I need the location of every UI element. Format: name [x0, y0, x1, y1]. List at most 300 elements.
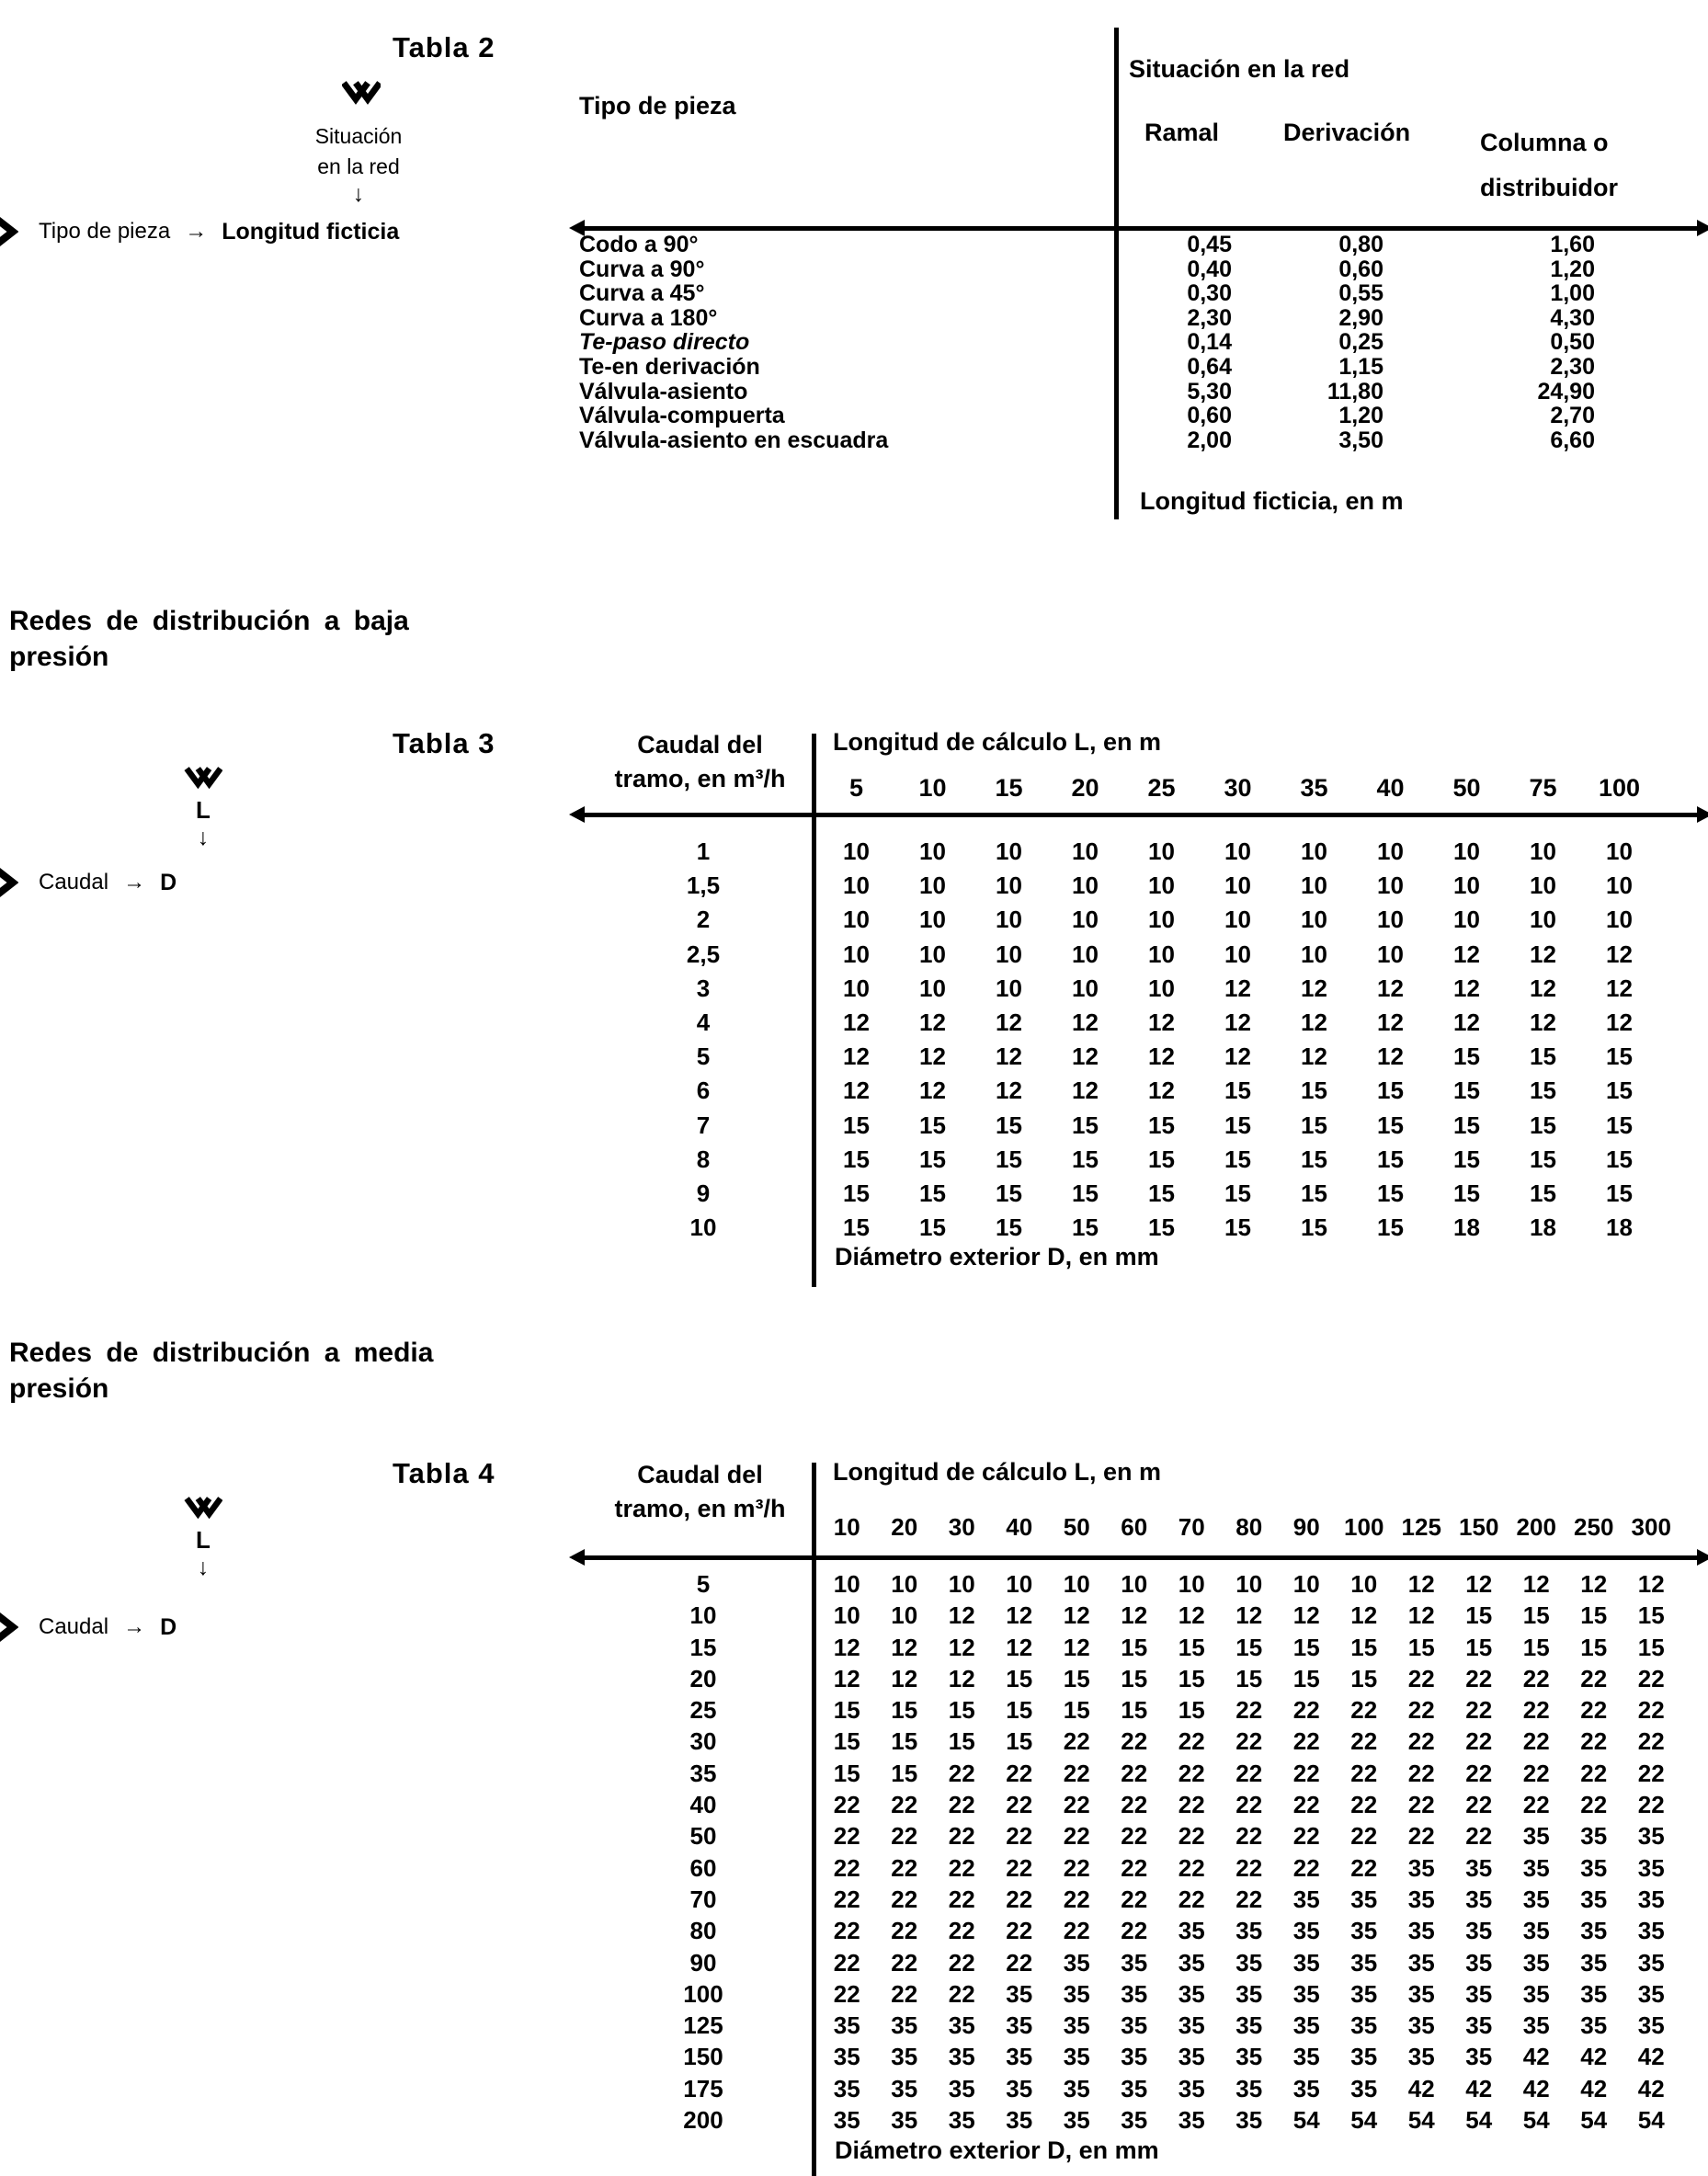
table-cell: 35: [1407, 2043, 1435, 2071]
table-row: [579, 306, 1595, 331]
table-cell: 22: [1350, 1791, 1378, 1819]
table-cell: 22: [1292, 1727, 1320, 1756]
row-label: 10: [689, 1213, 717, 1242]
table-cell: 15: [1522, 1633, 1550, 1661]
tabla4-body: [588, 1568, 1680, 2136]
row-label: 200: [683, 2106, 723, 2135]
table-row: [579, 233, 1595, 257]
table-cell: 35: [1522, 1948, 1550, 1977]
table-cell: 22: [1465, 1727, 1493, 1756]
row-label: 125: [683, 2011, 723, 2040]
table-cell: 12: [1606, 1008, 1633, 1037]
table-cell: 35: [1292, 1885, 1320, 1913]
table-cell: 12: [1522, 1570, 1550, 1598]
row-label: 7: [696, 1111, 711, 1139]
table-cell: 10: [1235, 1570, 1263, 1598]
table-row: [579, 281, 1595, 306]
table-cell: 12: [996, 1077, 1022, 1105]
table-cell: 15: [1377, 1111, 1404, 1139]
table-cell: 35: [1465, 1917, 1493, 1945]
annotation-l-label: L: [196, 1526, 211, 1554]
table-cell: 15: [1377, 1145, 1404, 1173]
column-header-spacer: [588, 774, 818, 803]
table-cell: 54: [1522, 2106, 1550, 2135]
table-cell: 35: [1121, 1948, 1148, 1977]
table-cell: 15: [1148, 1213, 1175, 1242]
table-cell: 35: [1580, 1853, 1608, 1882]
table-cell: 12: [1006, 1633, 1033, 1661]
table-cell: 15: [1006, 1696, 1033, 1725]
table-cell: 54: [1465, 2106, 1493, 2135]
table-row: [588, 1978, 1680, 2010]
table-cell: 12: [1407, 1570, 1435, 1598]
column-header: 300: [1631, 1513, 1671, 1541]
table-cell: 12: [1377, 1042, 1404, 1071]
table-row: [579, 428, 1595, 453]
table-cell: 35: [1350, 2011, 1378, 2040]
table-cell: 35: [1407, 2011, 1435, 2040]
table-cell: 15: [919, 1145, 946, 1173]
table-cell: 10: [891, 1570, 918, 1598]
table-cell: 12: [919, 1077, 946, 1105]
table-row: [579, 330, 1595, 355]
table-cell: 15: [1530, 1145, 1556, 1173]
table-row: [588, 1568, 1680, 1600]
table-cell: 35: [948, 2043, 975, 2071]
table-cell: 15: [1148, 1145, 1175, 1173]
row-label: 100: [683, 1979, 723, 2008]
column-header: 50: [1452, 774, 1481, 802]
table-cell: 22: [1235, 1759, 1263, 1787]
table-cell: 12: [1350, 1601, 1378, 1630]
table-cell: 22: [891, 1948, 918, 1977]
table-cell: 22: [1235, 1885, 1263, 1913]
table-cell: 2,00: [1187, 427, 1232, 453]
table-cell: 12: [891, 1664, 918, 1692]
table-cell: 0,64: [1187, 353, 1232, 380]
table-cell: 0,55: [1338, 280, 1383, 307]
tabla4-footer: Diámetro exterior D, en mm: [835, 2136, 1159, 2164]
table-cell: 12: [1606, 974, 1633, 1002]
table-cell: 15: [1530, 1179, 1556, 1208]
table-cell: 35: [1063, 2106, 1090, 2135]
table-cell: 15: [1224, 1179, 1251, 1208]
annotation-result-label: D: [160, 1613, 177, 1640]
table-cell: 10: [1301, 872, 1327, 900]
row-label: 25: [689, 1696, 717, 1725]
table-cell: 35: [1063, 1948, 1090, 1977]
table-cell: 1,15: [1338, 353, 1383, 380]
table-row: [588, 1040, 1657, 1074]
table-row: [579, 380, 1595, 404]
table-row: [588, 835, 1657, 869]
column-header: 15: [995, 774, 1023, 802]
table-cell: 22: [891, 1853, 918, 1882]
table-cell: 22: [1350, 1822, 1378, 1851]
tabla2-footer: Longitud ficticia, en m: [1140, 487, 1404, 515]
table-row: [588, 2104, 1680, 2136]
row-label: 40: [689, 1791, 717, 1819]
table-cell: 42: [1522, 2043, 1550, 2071]
table-cell: 35: [1006, 2106, 1033, 2135]
table-cell: 15: [1224, 1145, 1251, 1173]
table-cell: 12: [919, 1008, 946, 1037]
table-row: [588, 903, 1657, 937]
table-cell: 22: [1063, 1885, 1090, 1913]
table-cell: 35: [1637, 1853, 1665, 1882]
table-cell: 22: [1580, 1696, 1608, 1725]
table-cell: 35: [1121, 2074, 1148, 2102]
table-cell: 22: [833, 1979, 860, 2008]
table-cell: 35: [1465, 2011, 1493, 2040]
table-cell: 15: [1148, 1179, 1175, 1208]
table-cell: 22: [1121, 1727, 1148, 1756]
table-cell: 10: [1350, 1570, 1378, 1598]
table-cell: 15: [1006, 1727, 1033, 1756]
table-cell: 35: [833, 2043, 860, 2071]
section-heading-line1: Redes de distribución a baja: [9, 606, 409, 636]
table-cell: 22: [833, 1917, 860, 1945]
table-cell: 35: [891, 2043, 918, 2071]
table-cell: 12: [1148, 1042, 1175, 1071]
column-header: 50: [1063, 1513, 1090, 1541]
table-cell: 12: [1530, 974, 1556, 1002]
table-cell: 10: [996, 940, 1022, 968]
table-cell: 22: [1292, 1822, 1320, 1851]
chevron-right-icon: [0, 1611, 18, 1644]
table-cell: 35: [1121, 1979, 1148, 2008]
table-cell: 22: [1292, 1759, 1320, 1787]
table-cell: 35: [1121, 2011, 1148, 2040]
table-cell: 15: [1453, 1111, 1480, 1139]
table-cell: 12: [948, 1664, 975, 1692]
table-cell: 22: [1178, 1727, 1205, 1756]
tabla2-annotation-formula: [0, 215, 399, 248]
table-cell: 24,90: [1537, 378, 1595, 404]
table-cell: 22: [1235, 1822, 1263, 1851]
tabla4-col-axis-header: Longitud de cálculo L, en m: [833, 1458, 1162, 1486]
section-heading-media: [9, 1335, 433, 1407]
table-cell: 35: [1006, 2043, 1033, 2071]
table-cell: 22: [1235, 1696, 1263, 1725]
tabla2-row-axis-header: Tipo de pieza: [579, 92, 736, 120]
table-cell: 15: [1063, 1664, 1090, 1692]
table-cell: 0,60: [1338, 256, 1383, 282]
table-cell: 15: [1178, 1664, 1205, 1692]
table-cell: 35: [1292, 1948, 1320, 1977]
table-row: [588, 869, 1657, 903]
table-cell: 22: [1350, 1759, 1378, 1787]
tabla3-title: Tabla 3: [393, 727, 495, 759]
table-cell: 15: [843, 1145, 870, 1173]
right-arrow-icon: →: [123, 870, 146, 894]
table-row: [588, 1789, 1680, 1820]
row-label: Curva a 180°: [579, 304, 718, 331]
table-cell: 22: [1121, 1885, 1148, 1913]
table-cell: 10: [1530, 872, 1556, 900]
row-label: 70: [689, 1885, 717, 1913]
row-label: 8: [696, 1145, 711, 1173]
tabla2-col-derivacion: Derivación: [1283, 119, 1411, 146]
table-row: [588, 1211, 1657, 1245]
table-cell: 22: [891, 1917, 918, 1945]
table-cell: 22: [891, 1979, 918, 2008]
table-cell: 12: [1377, 1008, 1404, 1037]
section-heading-baja: [9, 603, 409, 675]
table-cell: 15: [1377, 1179, 1404, 1208]
table-cell: 15: [1006, 1664, 1033, 1692]
table-cell: 22: [1637, 1696, 1665, 1725]
tabla3-body: [588, 835, 1657, 1245]
table-cell: 22: [891, 1885, 918, 1913]
row-label: Te-paso directo: [579, 329, 750, 356]
table-cell: 15: [1063, 1696, 1090, 1725]
column-header: 100: [1344, 1513, 1384, 1541]
down-arrow-icon: ↓: [352, 181, 365, 207]
table-cell: 22: [1580, 1759, 1608, 1787]
table-cell: 22: [1522, 1791, 1550, 1819]
table-cell: 15: [1292, 1633, 1320, 1661]
double-chevron-down-icon: [342, 81, 381, 110]
table-cell: 22: [833, 1885, 860, 1913]
table-cell: 15: [1637, 1601, 1665, 1630]
table-cell: 22: [891, 1822, 918, 1851]
table-cell: 15: [833, 1727, 860, 1756]
table-cell: 35: [1063, 2043, 1090, 2071]
table-cell: 10: [1292, 1570, 1320, 1598]
table-cell: 22: [891, 1791, 918, 1819]
table-cell: 10: [1377, 940, 1404, 968]
table-cell: 15: [1453, 1042, 1480, 1071]
column-header: 25: [1147, 774, 1176, 802]
table-cell: 35: [1006, 2074, 1033, 2102]
table-cell: 15: [1301, 1111, 1327, 1139]
table-cell: 1,20: [1338, 403, 1383, 429]
table-cell: 35: [1235, 1979, 1263, 2008]
table-cell: 35: [1407, 1917, 1435, 1945]
column-header: 40: [1376, 774, 1405, 802]
table-cell: 15: [1453, 1179, 1480, 1208]
table-cell: 0,25: [1338, 329, 1383, 356]
column-header: 35: [1300, 774, 1328, 802]
table-cell: 10: [1148, 837, 1175, 865]
table-cell: 10: [1072, 940, 1099, 968]
table-cell: 12: [1453, 1008, 1480, 1037]
table-cell: 22: [1522, 1664, 1550, 1692]
table-cell: 4,30: [1550, 304, 1595, 331]
table-cell: 35: [1121, 2106, 1148, 2135]
table-cell: 35: [1637, 2011, 1665, 2040]
table-cell: 10: [1301, 837, 1327, 865]
column-header: 150: [1459, 1513, 1499, 1541]
table-cell: 22: [1063, 1791, 1090, 1819]
table-cell: 12: [1301, 1008, 1327, 1037]
table-cell: 35: [1522, 1917, 1550, 1945]
table-cell: 10: [1224, 872, 1251, 900]
table-cell: 22: [1580, 1664, 1608, 1692]
table-cell: 10: [843, 940, 870, 968]
table-cell: 22: [1407, 1727, 1435, 1756]
table-cell: 1,20: [1550, 256, 1595, 282]
table-cell: 0,14: [1187, 329, 1232, 356]
table-cell: 10: [891, 1601, 918, 1630]
table-cell: 22: [1407, 1822, 1435, 1851]
table-row: [588, 1884, 1680, 1915]
table-cell: 22: [1006, 1917, 1033, 1945]
table-cell: 35: [891, 2106, 918, 2135]
table-cell: 22: [833, 1822, 860, 1851]
table-cell: 15: [1465, 1601, 1493, 1630]
table-cell: 15: [1148, 1111, 1175, 1139]
table-cell: 15: [1178, 1696, 1205, 1725]
table-cell: 35: [1407, 1853, 1435, 1882]
table-cell: 35: [948, 2074, 975, 2102]
tabla3-col-axis-header: Longitud de cálculo L, en m: [833, 728, 1162, 756]
table-cell: 12: [1148, 1008, 1175, 1037]
table-cell: 18: [1606, 1213, 1633, 1242]
table-cell: 10: [843, 974, 870, 1002]
table-cell: 22: [1407, 1696, 1435, 1725]
table-cell: 35: [1235, 2106, 1263, 2135]
table-cell: 22: [1178, 1759, 1205, 1787]
table-cell: 12: [1148, 1077, 1175, 1105]
column-header: 200: [1516, 1513, 1556, 1541]
table-cell: 15: [1121, 1664, 1148, 1692]
row-label: 150: [683, 2043, 723, 2071]
table-cell: 15: [1301, 1213, 1327, 1242]
table-cell: 15: [1606, 1111, 1633, 1139]
table-cell: 15: [1530, 1111, 1556, 1139]
table-cell: 2,90: [1338, 304, 1383, 331]
column-header: 75: [1529, 774, 1557, 802]
table-cell: 22: [1178, 1822, 1205, 1851]
table-cell: 35: [1063, 1979, 1090, 2008]
table-cell: 2,30: [1187, 304, 1232, 331]
table-cell: 35: [833, 2011, 860, 2040]
tabla4-annotation-formula: [0, 1611, 176, 1644]
table-cell: 10: [1530, 906, 1556, 934]
table-cell: 12: [1224, 974, 1251, 1002]
table-cell: 1,60: [1550, 232, 1595, 257]
table-cell: 35: [1580, 1979, 1608, 2008]
row-label: 2,5: [686, 940, 721, 968]
table-cell: 2,70: [1550, 403, 1595, 429]
row-label: 30: [689, 1727, 717, 1756]
table-cell: 15: [1224, 1213, 1251, 1242]
table-cell: 18: [1453, 1213, 1480, 1242]
table-cell: 15: [1453, 1145, 1480, 1173]
annotation-row-axis-label: Caudal: [39, 870, 109, 894]
table-row: [588, 1143, 1657, 1177]
table-cell: 12: [833, 1664, 860, 1692]
row-label: 3: [696, 974, 711, 1002]
table-cell: 15: [919, 1213, 946, 1242]
table-cell: 22: [1006, 1791, 1033, 1819]
column-header: 70: [1178, 1513, 1205, 1541]
table-cell: 15: [1453, 1077, 1480, 1105]
table-cell: 15: [1407, 1633, 1435, 1661]
table-cell: 11,80: [1327, 378, 1383, 404]
table-cell: 35: [1465, 1948, 1493, 1977]
table-row: [588, 1694, 1680, 1726]
chevron-right-icon: [0, 866, 18, 899]
table-row: [588, 938, 1657, 972]
table-cell: 35: [1465, 1979, 1493, 2008]
table-cell: 22: [1350, 1853, 1378, 1882]
table-cell: 22: [1178, 1853, 1205, 1882]
table-cell: 12: [1453, 974, 1480, 1002]
table-cell: 15: [833, 1759, 860, 1787]
table-cell: 35: [1063, 2011, 1090, 2040]
tabla3-row-axis-line2: tramo, en m³/h: [614, 765, 786, 792]
table-cell: 10: [919, 974, 946, 1002]
table-cell: 35: [891, 2074, 918, 2102]
table-cell: 10: [1530, 837, 1556, 865]
row-label: 90: [689, 1948, 717, 1977]
column-header: 10: [918, 774, 947, 802]
table-cell: 35: [1235, 1917, 1263, 1945]
table-cell: 22: [1522, 1759, 1550, 1787]
row-label: 2: [696, 906, 711, 934]
table-cell: 22: [1121, 1917, 1148, 1945]
row-label: 10: [689, 1601, 717, 1630]
table-cell: 15: [1377, 1077, 1404, 1105]
tabla3-annotation-axis: [164, 767, 243, 849]
table-row: [588, 1006, 1657, 1040]
table-cell: 12: [1224, 1008, 1251, 1037]
table-row: [588, 1726, 1680, 1757]
table-cell: 35: [1637, 1822, 1665, 1851]
table-cell: 35: [1465, 1885, 1493, 1913]
table-cell: 22: [1006, 1822, 1033, 1851]
tabla2-col-ramal: Ramal: [1144, 119, 1220, 146]
table-row: [579, 404, 1595, 428]
tabla3-footer: Diámetro exterior D, en mm: [835, 1243, 1159, 1270]
table-cell: 15: [1301, 1077, 1327, 1105]
table-cell: 0,30: [1187, 280, 1232, 307]
row-label: Codo a 90°: [579, 232, 699, 257]
table-cell: 35: [1121, 2043, 1148, 2071]
table-cell: 15: [891, 1727, 918, 1756]
table-cell: 22: [1235, 1791, 1263, 1819]
table-cell: 35: [1178, 2043, 1205, 2071]
table-cell: 10: [1301, 940, 1327, 968]
table-cell: 35: [1178, 2011, 1205, 2040]
table-row: [588, 1663, 1680, 1694]
table-cell: 18: [1530, 1213, 1556, 1242]
tabla4-row-axis-line1: Caudal del: [637, 1461, 763, 1488]
table-cell: 35: [833, 2106, 860, 2135]
table-cell: 10: [1224, 837, 1251, 865]
table-cell: 0,60: [1187, 403, 1232, 429]
table-cell: 35: [833, 2074, 860, 2102]
column-header: 250: [1574, 1513, 1614, 1541]
section-heading-line2: presión: [9, 642, 109, 672]
down-arrow-icon: ↓: [197, 825, 210, 850]
table-cell: 22: [1006, 1885, 1033, 1913]
table-row: [588, 1109, 1657, 1143]
table-cell: 12: [1224, 1042, 1251, 1071]
table-cell: 0,40: [1187, 256, 1232, 282]
table-cell: 15: [1637, 1633, 1665, 1661]
table-cell: 22: [948, 1917, 975, 1945]
table-cell: 10: [1224, 906, 1251, 934]
row-label: 5: [696, 1570, 711, 1598]
table-cell: 12: [1072, 1008, 1099, 1037]
column-header: 125: [1401, 1513, 1441, 1541]
table-cell: 35: [1350, 1948, 1378, 1977]
table-cell: 15: [1580, 1633, 1608, 1661]
